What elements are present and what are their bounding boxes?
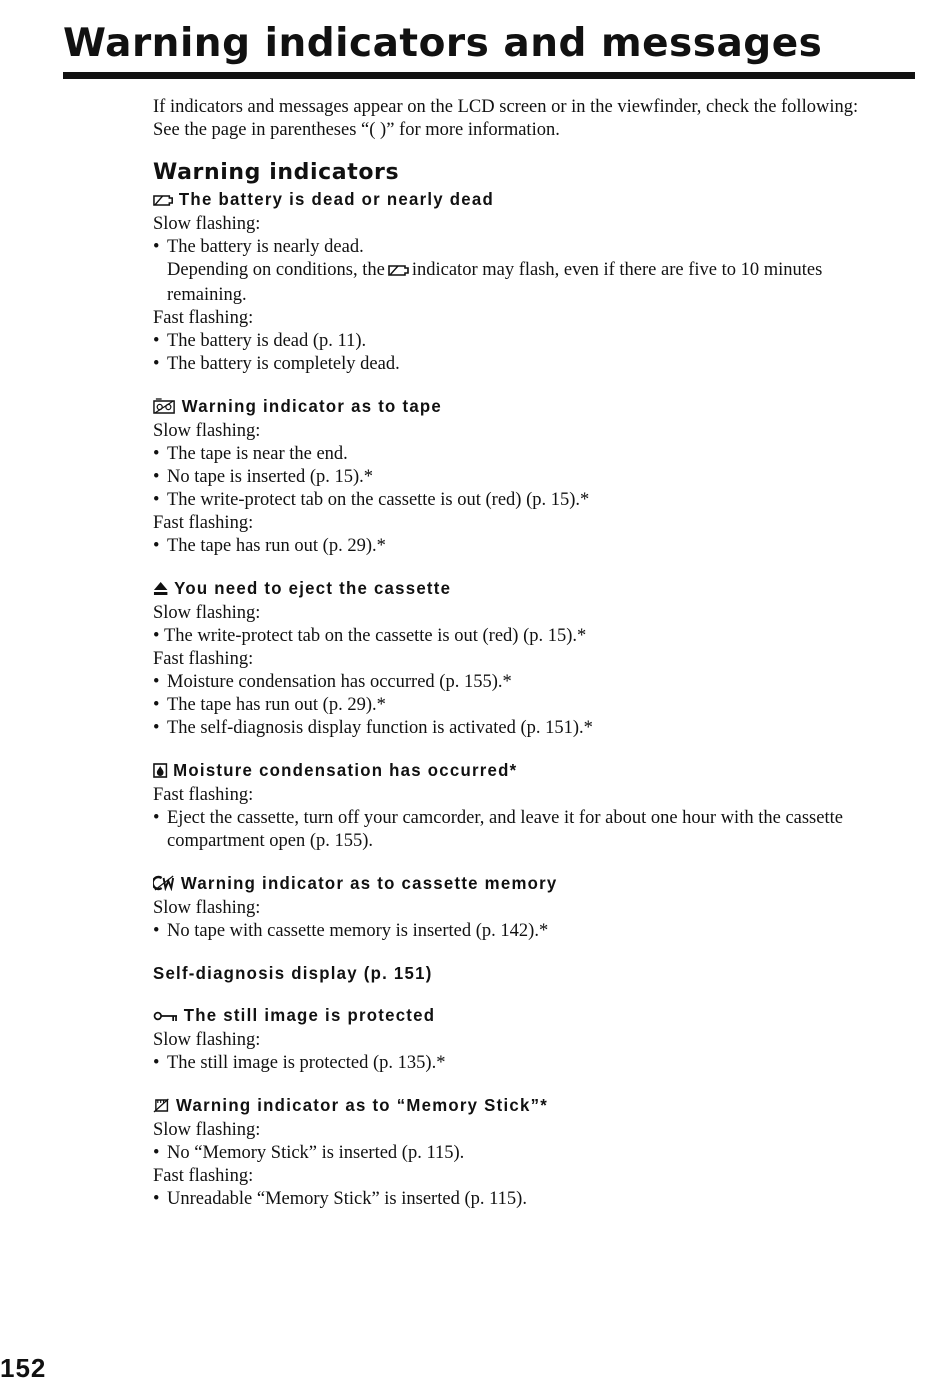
tape-icon [153, 397, 176, 420]
tape-fast-label: Fast flashing: [153, 513, 254, 533]
intro-line-1: If indicators and messages appear on the LCD screen or in the viewfinder, check the following: [153, 97, 859, 117]
cassette-memory-icon [153, 874, 175, 897]
tape-slow-list [153, 443, 893, 512]
section-memory-stick-title [153, 1094, 863, 1119]
section-self-diagnosis-title: Self-diagnosis display (p. 151) [153, 963, 433, 983]
battery-slow-label: Slow flashing: [153, 214, 261, 234]
eject-icon [153, 579, 168, 602]
moisture-fast-label: Fast flashing: [153, 785, 254, 805]
section-cassette-memory-heading-text: Warning indicator as to cassette memory [180, 873, 558, 893]
battery-fast-label: Fast flashing: [153, 308, 254, 328]
page-title: Warning indicators and messages [63, 21, 823, 66]
list-item: • The write-protect tab on the cassette is out (red) (p. 15).* [153, 489, 893, 512]
section-protect-title [153, 1004, 863, 1029]
list-item: • Unreadable “Memory Stick” is inserted (p. 115). [153, 1188, 893, 1211]
intro-line-2: See the page in parentheses “( )” for more information. [153, 120, 560, 140]
section-eject-title [153, 577, 863, 602]
section-moisture-title [153, 759, 863, 784]
battery-icon [388, 261, 409, 284]
list-item: • The battery is completely dead. [153, 353, 893, 376]
section-tape-title [153, 395, 863, 420]
list-item: • Moisture condensation has occurred (p. 155).* [153, 671, 893, 694]
section-protect-heading-text: The still image is protected [183, 1005, 436, 1025]
section-cassette-memory-title [153, 872, 863, 897]
section-battery-title [153, 188, 863, 213]
section-eject [153, 577, 893, 740]
tape-fast-list [153, 535, 893, 558]
section-protect [153, 1004, 893, 1075]
list-item: • The self-diagnosis display function is activated (p. 151).* [153, 717, 893, 740]
warning-indicators-heading: Warning indicators [153, 160, 400, 185]
list-item: • No tape is inserted (p. 15).* [153, 466, 893, 489]
title-rule [63, 72, 915, 79]
battery-fast-list [153, 330, 893, 376]
list-item: • The tape has run out (p. 29).* [153, 535, 893, 558]
section-memory-stick [153, 1094, 893, 1211]
section-eject-heading-text: You need to eject the cassette [174, 578, 452, 598]
list-item: • The tape is near the end. [153, 443, 893, 466]
section-battery [153, 188, 893, 376]
moisture-icon [153, 761, 167, 784]
eject-slow-list [153, 625, 893, 648]
memory-stick-slow-list [153, 1142, 893, 1165]
list-item: • Eject the cassette, turn off your camcorder, and leave it for about one hour with the cassette compartment open (p. 155). [153, 807, 893, 853]
section-tape [153, 395, 893, 558]
list-item: • The battery is nearly dead. Depending on conditions, the indicator may flash, even if there are five to 10 minutes remaining. [153, 236, 893, 307]
memory-stick-icon [153, 1096, 170, 1119]
section-cassette-memory [153, 872, 893, 943]
eject-slow-label: Slow flashing: [153, 603, 261, 623]
protect-slow-list [153, 1052, 893, 1075]
section-moisture [153, 759, 893, 853]
memory-stick-fast-label: Fast flashing: [153, 1166, 254, 1186]
section-battery-heading-text: The battery is dead or nearly dead [178, 189, 494, 209]
list-item: • The battery is dead (p. 11). [153, 330, 893, 353]
page-number: 152 [0, 1353, 47, 1383]
list-item: • No “Memory Stick” is inserted (p. 115). [153, 1142, 893, 1165]
tape-slow-label: Slow flashing: [153, 421, 261, 441]
cassette-memory-slow-list [153, 920, 893, 943]
page-content [153, 96, 893, 1211]
battery-icon [153, 190, 173, 213]
memory-stick-slow-label: Slow flashing: [153, 1120, 261, 1140]
protect-slow-label: Slow flashing: [153, 1030, 261, 1050]
eject-fast-list [153, 671, 893, 740]
section-memory-stick-heading-text: Warning indicator as to “Memory Stick”* [176, 1095, 549, 1115]
memory-stick-fast-list [153, 1188, 893, 1211]
list-item: • The write-protect tab on the cassette is out (red) (p. 15).* [153, 625, 893, 648]
eject-fast-label: Fast flashing: [153, 649, 254, 669]
section-self-diagnosis [153, 962, 893, 985]
list-item: • The tape has run out (p. 29).* [153, 694, 893, 717]
cassette-memory-slow-label: Slow flashing: [153, 898, 261, 918]
moisture-fast-list [153, 807, 893, 853]
key-icon [153, 1006, 178, 1029]
section-moisture-heading-text: Moisture condensation has occurred* [173, 760, 518, 780]
battery-slow-list [153, 236, 893, 307]
list-item: • No tape with cassette memory is inserted (p. 142).* [153, 920, 893, 943]
list-item: • The still image is protected (p. 135).* [153, 1052, 893, 1075]
section-tape-heading-text: Warning indicator as to tape [181, 396, 443, 416]
